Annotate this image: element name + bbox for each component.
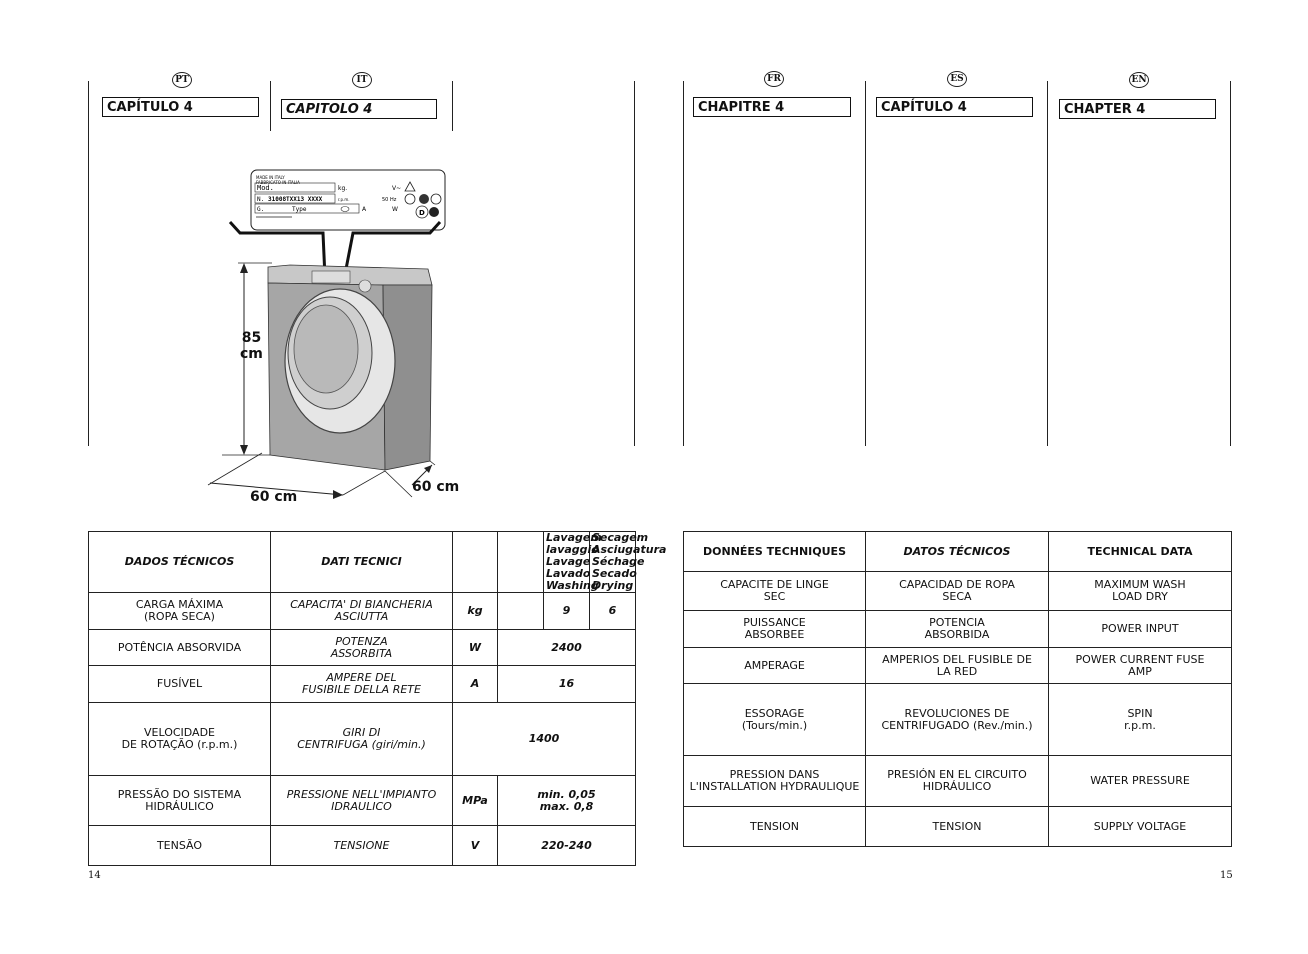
column-rule [683, 81, 684, 446]
cell-value: 2400 [498, 630, 636, 666]
column-rule [452, 81, 453, 131]
page-number-right: 15 [1220, 870, 1233, 881]
svg-text:MADE IN ITALY: MADE IN ITALY [256, 175, 285, 180]
cell-unit: MPa [453, 776, 498, 826]
svg-text:50 Hz: 50 Hz [382, 197, 397, 203]
cell-en: MAXIMUM WASH LOAD DRY [1049, 572, 1232, 611]
cell-fr: PRESSION DANS L'INSTALLATION HYDRAULIQUE [684, 756, 866, 807]
height-dimension-label [240, 330, 263, 362]
cell-es: PRESIÓN EN EL CIRCUITO HIDRÁULICO [866, 756, 1049, 807]
cell-dry: 6 [590, 593, 636, 630]
cell-it: AMPERE DEL FUSIBILE DELLA RETE [271, 666, 453, 703]
cell-it: GIRI DI CENTRIFUGA (giri/min.) [271, 703, 453, 776]
header-fr: DONNÉES TECHNIQUES [684, 532, 866, 572]
cell-it: PRESSIONE NELL'IMPIANTO IDRAULICO [271, 776, 453, 826]
table-row [89, 630, 636, 666]
cell-wash: 9 [544, 593, 590, 630]
svg-text:V~: V~ [392, 185, 402, 192]
cell-value: 16 [498, 666, 636, 703]
header-unit-cell [453, 532, 498, 593]
table-row [89, 776, 636, 826]
svg-text:Type: Type [292, 206, 307, 213]
cell-unit: V [453, 826, 498, 866]
chapter-heading-fr: CHAPITRE 4 [693, 97, 851, 117]
chapter-heading-pt: CAPÍTULO 4 [102, 97, 259, 117]
table-row [89, 593, 636, 630]
table-row [684, 756, 1232, 807]
cell-unit: A [453, 666, 498, 703]
language-badge-fr: FR [764, 71, 784, 87]
cell-pt: CARGA MÁXIMA (ROPA SECA) [89, 593, 271, 630]
svg-text:G.: G. [257, 206, 265, 213]
width-dimension-label: 60 cm [250, 489, 298, 505]
cell-it: POTENZA ASSORBITA [271, 630, 453, 666]
table-row [684, 611, 1232, 648]
cell-unit: kg [453, 593, 498, 630]
table-row [684, 572, 1232, 611]
svg-text:N.: N. [257, 196, 265, 203]
cell-en: SPIN r.p.m. [1049, 684, 1232, 756]
technical-data-table-pt-it [88, 531, 667, 866]
cell-es: CAPACIDAD DE ROPA SECA [866, 572, 1049, 611]
rating-plate [251, 170, 445, 230]
height-unit: cm [240, 346, 263, 362]
column-rule [1047, 81, 1048, 446]
svg-text:W: W [392, 206, 398, 213]
header-en: TECHNICAL DATA [1049, 532, 1232, 572]
header-es: DATOS TÉCNICOS [866, 532, 1049, 572]
table-row [684, 807, 1232, 847]
language-badge-en: EN [1129, 72, 1149, 88]
header-it: DATI TECNICI [271, 532, 453, 593]
table-row [684, 648, 1232, 684]
svg-text:A: A [362, 206, 367, 213]
table-row [684, 684, 1232, 756]
column-rule [865, 81, 866, 446]
cell-empty [498, 593, 544, 630]
cell-value: 1400 [453, 703, 636, 776]
language-badge-pt: PT [172, 72, 192, 88]
cell-fr: CAPACITE DE LINGE SEC [684, 572, 866, 611]
cell-value: 220-240 [498, 826, 636, 866]
table-row [89, 703, 636, 776]
header-wash: Lavagem lavaggio Lavage Lavado Washing [544, 532, 590, 593]
cell-pt: TENSÃO [89, 826, 271, 866]
cell-en: WATER PRESSURE [1049, 756, 1232, 807]
header-dry: Secagem Asciugatura Séchage Secado Drying [590, 532, 636, 593]
svg-text:FABBRICATO IN ITALIA: FABBRICATO IN ITALIA [256, 180, 300, 185]
cell-es: AMPERIOS DEL FUSIBLE DE LA RED [866, 648, 1049, 684]
table-row [89, 826, 636, 866]
technical-data-table-fr-es-en [683, 531, 1232, 847]
cell-fr: PUISSANCE ABSORBEE [684, 611, 866, 648]
cell-it: CAPACITA' DI BIANCHERIA ASCIUTTA [271, 593, 453, 630]
cell-fr: AMPERAGE [684, 648, 866, 684]
svg-text:kg.: kg. [338, 185, 348, 192]
cell-en: POWER CURRENT FUSE AMP [1049, 648, 1232, 684]
cell-pt: PRESSÃO DO SISTEMA HIDRÁULICO [89, 776, 271, 826]
cell-en: POWER INPUT [1049, 611, 1232, 648]
language-badge-es: ES [947, 71, 967, 87]
cell-fr: TENSION [684, 807, 866, 847]
cell-pt: FUSÍVEL [89, 666, 271, 703]
language-badge-it: IT [352, 72, 372, 88]
chapter-heading-es: CAPÍTULO 4 [876, 97, 1033, 117]
page-number-left: 14 [88, 870, 101, 881]
height-value: 85 [241, 330, 262, 346]
header-pt: DADOS TÉCNICOS [89, 532, 271, 593]
column-rule [1230, 81, 1231, 446]
cell-es: POTENCIA ABSORBIDA [866, 611, 1049, 648]
cell-value: min. 0,05 max. 0,8 [498, 776, 636, 826]
table-row [89, 666, 636, 703]
chapter-heading-en: CHAPTER 4 [1059, 99, 1216, 119]
svg-text:r.p.m.: r.p.m. [338, 197, 350, 202]
cell-it: TENSIONE [271, 826, 453, 866]
cell-fr: ESSORAGE (Tours/min.) [684, 684, 866, 756]
cell-unit: W [453, 630, 498, 666]
cell-pt: VELOCIDADE DE ROTAÇÃO (r.p.m.) [89, 703, 271, 776]
svg-text:Mod.: Mod. [257, 184, 274, 192]
column-rule [270, 81, 271, 131]
svg-text:31008TXX13 XXXX: 31008TXX13 XXXX [268, 196, 323, 203]
cell-pt: POTÊNCIA ABSORVIDA [89, 630, 271, 666]
column-rule [634, 81, 635, 446]
cell-es: TENSION [866, 807, 1049, 847]
depth-dimension-label: 60 cm [412, 479, 460, 495]
cell-es: REVOLUCIONES DE CENTRIFUGADO (Rev./min.) [866, 684, 1049, 756]
column-rule [88, 81, 89, 446]
header-empty-cell [498, 532, 544, 593]
machine-body [268, 265, 432, 470]
cell-en: SUPPLY VOLTAGE [1049, 807, 1232, 847]
chapter-heading-it: CAPITOLO 4 [281, 99, 437, 119]
svg-text:D: D [419, 209, 425, 217]
